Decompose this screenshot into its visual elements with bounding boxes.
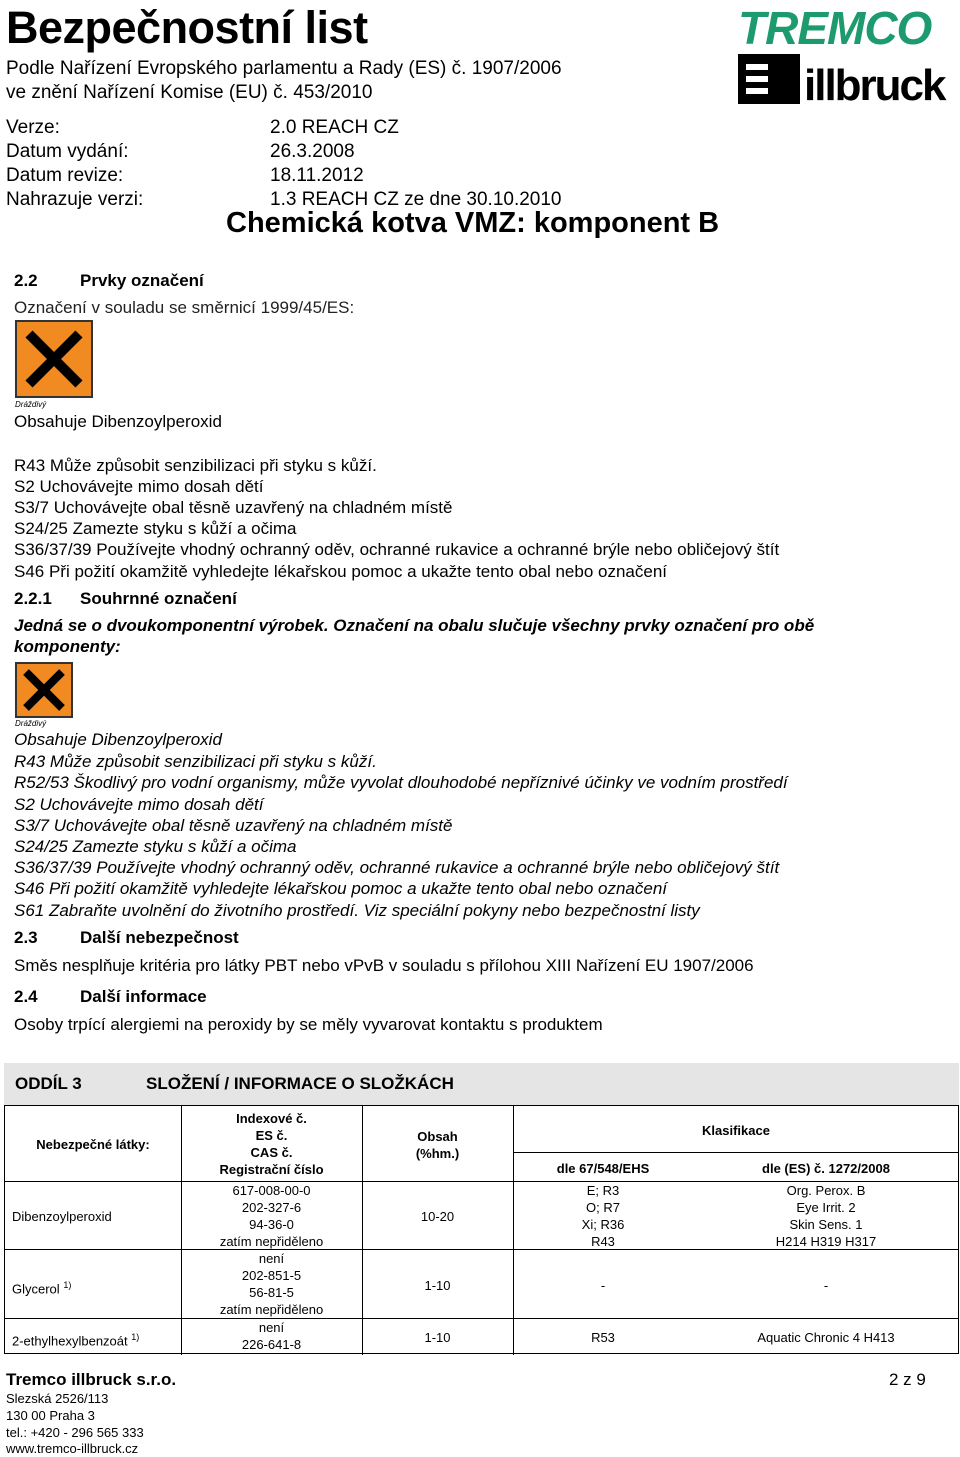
index-no: není bbox=[258, 1320, 285, 1335]
header-registration-no: Registrační číslo bbox=[219, 1162, 324, 1177]
product-name: Chemická kotva VMZ: komponent B bbox=[226, 207, 720, 239]
revision-date-value: 18.11.2012 bbox=[270, 165, 364, 186]
phrase-line: S3/7 Uchovávejte obal těsně uzavřený na chladném místě bbox=[14, 816, 453, 835]
footnote-mark: 1) bbox=[131, 1332, 140, 1342]
irritant-hazard-icon bbox=[15, 662, 73, 718]
class-67-value: O; R7 bbox=[586, 1200, 620, 1215]
section-title: Souhrnné označení bbox=[80, 589, 237, 608]
phrase-line: S2 Uchovávejte mimo dosah dětí bbox=[14, 477, 264, 496]
class-67-value: E; R3 bbox=[586, 1183, 620, 1198]
phrase-line: S36/37/39 Používejte vhodný ochranný oděv, ochranné rukavice a ochranné brýle nebo obličejový štít bbox=[14, 540, 780, 559]
substance-name: Glycerol bbox=[12, 1281, 60, 1297]
class-67-value: Xi; R36 bbox=[581, 1217, 625, 1232]
section-number: 2.3 bbox=[14, 928, 38, 947]
substance-name: 2-ethylhexylbenzoát bbox=[12, 1333, 128, 1349]
section-number: ODDÍL 3 bbox=[15, 1074, 82, 1093]
replaces-value: 1.3 REACH CZ ze dne 30.10.2010 bbox=[270, 189, 562, 210]
info-text: Osoby trpící alergiemi na peroxidy by se měly vyvarovat kontaktu s produktem bbox=[14, 1015, 603, 1034]
content-value: 1-10 bbox=[424, 1278, 451, 1293]
header-content-unit: (%hm.) bbox=[415, 1146, 460, 1161]
header-classification: Klasifikace bbox=[702, 1123, 770, 1138]
class-1272-value: Org. Perox. B bbox=[786, 1183, 866, 1198]
phrase-line: S61 Zabraňte uvolnění do životního prostředí. Viz speciální pokyny nebo bezpečnostní listy bbox=[14, 901, 700, 920]
logo-top-text: TREMCO bbox=[738, 2, 932, 54]
section-title: Další informace bbox=[80, 987, 207, 1006]
footer-address: Slezská 2526/113 bbox=[6, 1391, 109, 1406]
replaces-label: Nahrazuje verzi: bbox=[6, 189, 144, 210]
footer-phone: tel.: +420 - 296 565 333 bbox=[6, 1425, 144, 1440]
footer-company: Tremco illbruck s.r.o. bbox=[6, 1370, 177, 1389]
class-1272-value: Aquatic Chronic 4 H413 bbox=[757, 1330, 895, 1345]
document-title: Bezpečnostní list bbox=[6, 2, 368, 53]
issue-date-value: 26.3.2008 bbox=[270, 141, 355, 162]
es-no: 202-851-5 bbox=[241, 1268, 302, 1283]
index-no: 617-008-00-0 bbox=[232, 1183, 311, 1198]
regulation-line: ve znění Nařízení Komise (EU) č. 453/2010 bbox=[6, 82, 373, 103]
issue-date-label: Datum vydání: bbox=[6, 141, 129, 162]
phrase-line: S46 Při požití okamžitě vyhledejte lékařskou pomoc a ukažte tento obal nebo označení bbox=[14, 879, 667, 898]
cas-no: 56-81-5 bbox=[249, 1285, 294, 1300]
registration-no: zatím nepřiděleno bbox=[219, 1302, 324, 1317]
class-1272-value: Skin Sens. 1 bbox=[789, 1217, 863, 1232]
phrase-line: S46 Při požití okamžitě vyhledejte lékařskou pomoc a ukažte tento obal nebo označení bbox=[14, 562, 667, 581]
intro-text: komponenty: bbox=[14, 637, 121, 656]
header-content: Obsah bbox=[417, 1129, 458, 1144]
footer-website[interactable]: www.tremco-illbruck.cz bbox=[6, 1441, 139, 1456]
class-67-value: R43 bbox=[591, 1234, 615, 1249]
page-number: 2 z 9 bbox=[889, 1370, 926, 1389]
phrase-line: S36/37/39 Používejte vhodný ochranný oděv, ochranné rukavice a ochranné brýle nebo obličejový štít bbox=[14, 858, 780, 877]
section-title: Prvky označení bbox=[80, 271, 204, 290]
directive-text: Označení v souladu se směrnicí 1999/45/ES: bbox=[14, 298, 355, 317]
pbt-text: Směs nesplňuje kritéria pro látky PBT nebo vPvB v souladu s přílohou XIII Nařízení EU 1907/2006 bbox=[14, 956, 754, 975]
class-67-value: R53 bbox=[591, 1330, 615, 1345]
phrase-line: R43 Může způsobit senzibilizaci při styku s kůží. bbox=[14, 752, 377, 771]
logo-bottom-text: illbruck bbox=[804, 61, 945, 106]
footer-address: 130 00 Praha 3 bbox=[6, 1408, 95, 1423]
header-substances: Nebezpečné látky: bbox=[36, 1137, 150, 1152]
section-title: Další nebezpečnost bbox=[80, 928, 239, 947]
version-value: 2.0 REACH CZ bbox=[270, 117, 399, 138]
contains-text: Obsahuje Dibenzoylperoxid bbox=[14, 412, 222, 431]
registration-no: zatím nepřiděleno bbox=[219, 1234, 324, 1249]
composition-table bbox=[4, 1105, 959, 1354]
content-value: 1-10 bbox=[424, 1330, 451, 1345]
index-no: není bbox=[258, 1251, 285, 1266]
phrase-line: S2 Uchovávejte mimo dosah dětí bbox=[14, 795, 264, 814]
tremco-illbruck-logo bbox=[736, 2, 956, 106]
intro-text: Jedná se o dvoukomponentní výrobek. Označení na obalu slučuje všechny prvky označení pro obě bbox=[14, 616, 815, 635]
header-class-67: dle 67/548/EHS bbox=[556, 1161, 650, 1176]
content-value: 10-20 bbox=[420, 1209, 455, 1224]
cas-no: 94-36-0 bbox=[249, 1217, 294, 1232]
section-number: 2.2.1 bbox=[14, 589, 52, 608]
es-no: 202-327-6 bbox=[241, 1200, 302, 1215]
regulation-line: Podle Nařízení Evropského parlamentu a Rady (ES) č. 1907/2006 bbox=[6, 58, 562, 79]
symbol-caption: Dráždivý bbox=[15, 400, 47, 409]
class-1272-value: H214 H319 H317 bbox=[775, 1234, 877, 1249]
footnote-mark: 1) bbox=[63, 1280, 72, 1290]
version-label: Verze: bbox=[6, 117, 60, 138]
substance-name: Dibenzoylperoxid bbox=[12, 1209, 112, 1224]
phrase-line: S24/25 Zamezte styku s kůží a očima bbox=[14, 837, 297, 856]
irritant-hazard-icon bbox=[15, 320, 93, 398]
phrase-line: R43 Může způsobit senzibilizaci při styku s kůží. bbox=[14, 456, 377, 475]
section-number: 2.4 bbox=[14, 987, 38, 1006]
symbol-caption: Dráždivý bbox=[15, 719, 47, 728]
phrase-line: S3/7 Uchovávejte obal těsně uzavřený na chladném místě bbox=[14, 498, 453, 517]
header-index-no: Indexové č. bbox=[236, 1111, 307, 1126]
section-3-header bbox=[4, 1063, 959, 1105]
header-cas-no: CAS č. bbox=[250, 1145, 293, 1160]
class-67-value: - bbox=[600, 1278, 606, 1293]
section-title: SLOŽENÍ / INFORMACE O SLOŽKÁCH bbox=[146, 1074, 454, 1093]
class-1272-value: - bbox=[823, 1278, 829, 1293]
class-1272-value: Eye Irrit. 2 bbox=[796, 1200, 856, 1215]
phrase-line: R52/53 Škodlivý pro vodní organismy, může vyvolat dlouhodobé nepříznivé účinky ve vodním prostředí bbox=[14, 773, 788, 792]
header-es-no: ES č. bbox=[255, 1128, 288, 1143]
section-number: 2.2 bbox=[14, 271, 38, 290]
phrase-line: S24/25 Zamezte styku s kůží a očima bbox=[14, 519, 297, 538]
contains-text: Obsahuje Dibenzoylperoxid bbox=[14, 730, 222, 749]
revision-date-label: Datum revize: bbox=[6, 165, 124, 186]
es-no: 226-641-8 bbox=[241, 1337, 302, 1352]
header-class-1272: dle (ES) č. 1272/2008 bbox=[762, 1161, 890, 1176]
